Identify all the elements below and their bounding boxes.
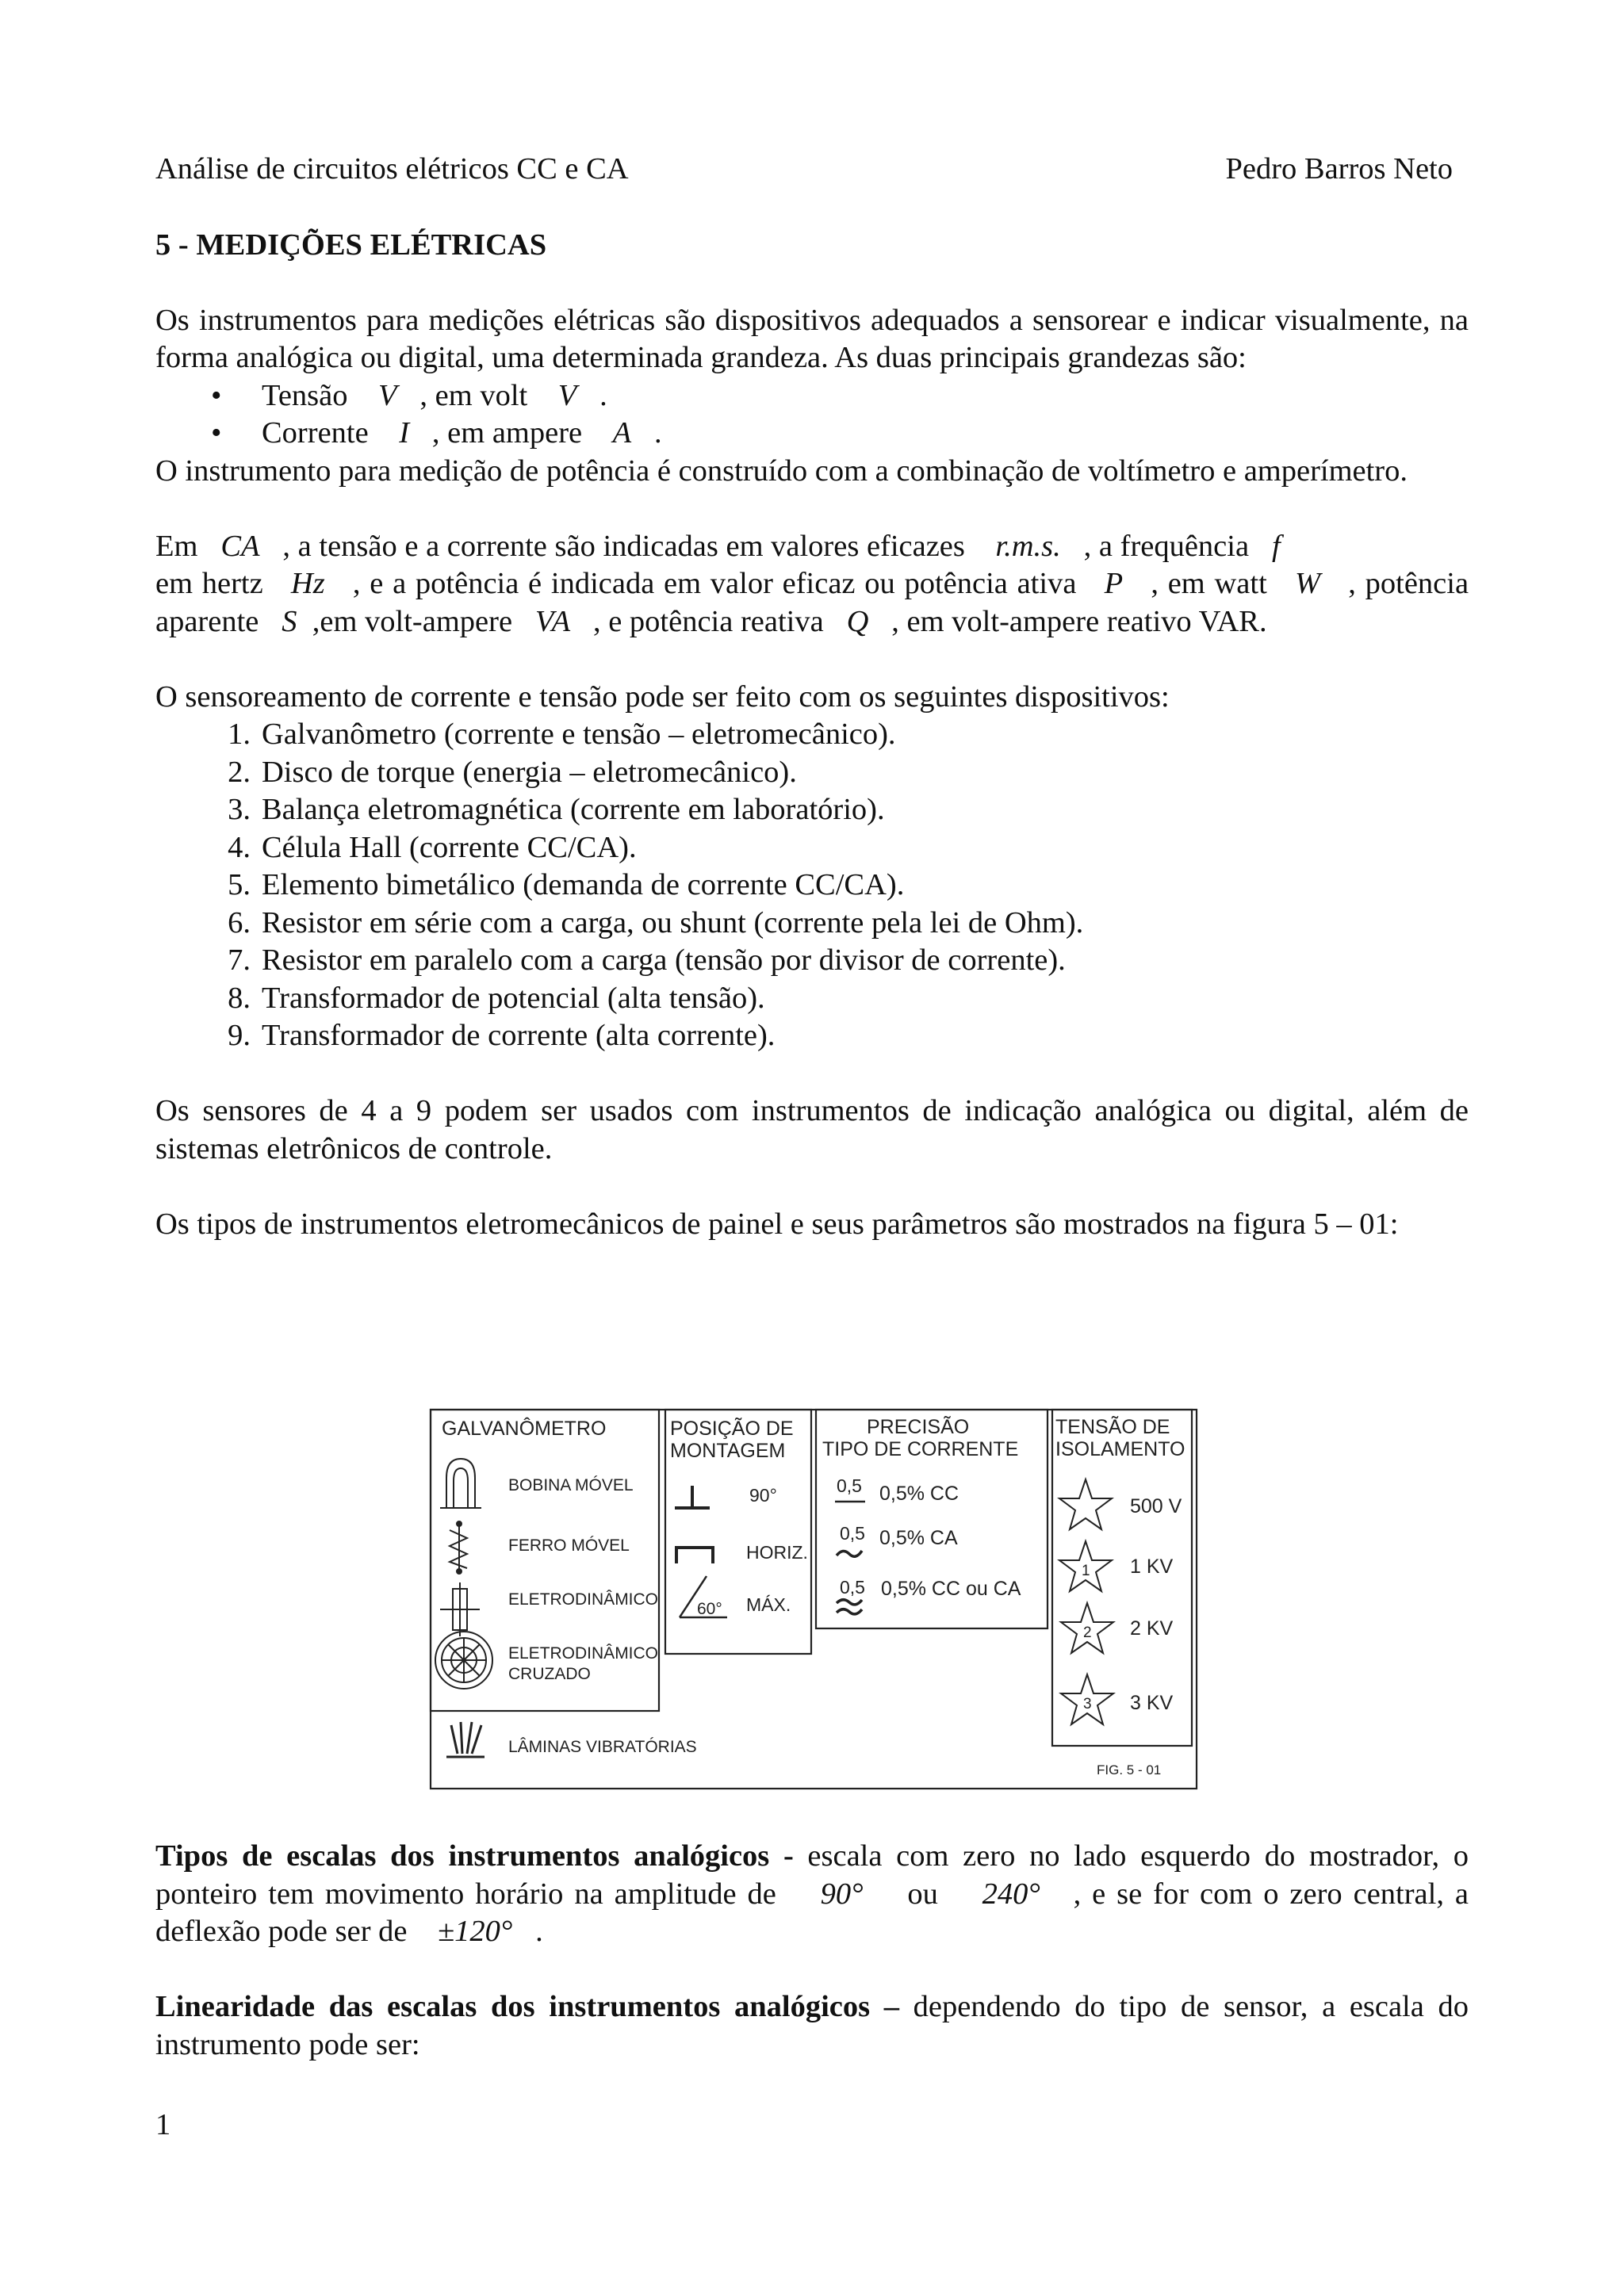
iso-title: TENSÃO DE xyxy=(1055,1416,1170,1438)
sensors-usage-paragraph: Os sensores de 4 a 9 podem ser usados com instrumentos de indicação analógica ou digital, além de sistemas eletrônicos de controle. xyxy=(155,1094,1469,1165)
iso-label: 1 KV xyxy=(1130,1556,1174,1578)
intro-paragraph: Os instrumentos para medições elétricas são dispositivos adequados a sensorear e indicar visualmente, na forma analógica ou digital, uma determinada grandeza. As duas principais grandezas são: xyxy=(155,303,1469,374)
vertical-position-icon xyxy=(675,1486,710,1508)
accuracy-class: 0,5 xyxy=(840,1577,865,1598)
star-number: 3 xyxy=(1083,1696,1092,1712)
figure-svg xyxy=(429,1408,1198,1790)
galv-item-label: ELETRODINÂMICO xyxy=(508,1644,659,1663)
list-item: 4. Célula Hall (corrente CC/CA). xyxy=(228,830,637,864)
prec-title: TIPO DE CORRENTE xyxy=(822,1438,1019,1460)
list-item: 5. Elemento bimetálico (demanda de corrente CC/CA). xyxy=(228,868,905,901)
list-item: • Tensão V , em volt V . xyxy=(155,377,1469,415)
accuracy-class: 0,5 xyxy=(840,1523,865,1544)
list-item: 3. Balança eletromagnética (corrente em laboratório). xyxy=(228,793,885,826)
prec-label: 0,5% CC ou CA xyxy=(881,1578,1021,1600)
galv-item-label: BOBINA MÓVEL xyxy=(508,1476,634,1494)
vibrating-reed-icon xyxy=(446,1722,485,1757)
accuracy-class: 0,5 xyxy=(837,1475,862,1496)
iso-title: ISOLAMENTO xyxy=(1055,1438,1185,1460)
figure-intro: Os tipos de instrumentos eletromecânicos de painel e seus parâmetros são mostrados na figura 5 – 01: xyxy=(155,1207,1399,1241)
header-author: Pedro Barros Neto xyxy=(1225,152,1453,186)
scales-paragraph: Tipos de escalas dos instrumentos analógicos - escala com zero no lado esquerdo do mostrador, o ponteiro tem movimento horário na amplitude de 90° ou 240° , e se for com o zero central, a deflexão pode ser de ±120° . xyxy=(155,1839,1469,1948)
electrodynamic-icon xyxy=(440,1582,480,1636)
galv-item-label: FERRO MÓVEL xyxy=(508,1536,630,1555)
page-content xyxy=(155,151,1469,1243)
list-item: 1. Galvanômetro (corrente e tensão – eletromecânico). xyxy=(228,718,896,751)
running-header xyxy=(155,151,1469,189)
list-item: 7. Resistor em paralelo com a carga (tensão por divisor de corrente). xyxy=(228,943,1066,977)
sensors-intro: O sensoreamento de corrente e tensão pode ser feito com os seguintes dispositivos: xyxy=(155,679,1170,714)
page-content-lower xyxy=(155,1838,1469,2064)
pos-title: POSIÇÃO DE xyxy=(670,1418,794,1440)
horizontal-position-icon xyxy=(676,1548,713,1563)
prec-title: PRECISÃO xyxy=(867,1416,970,1438)
pos-title: MONTAGEM xyxy=(670,1440,786,1462)
iso-label: 500 V xyxy=(1130,1495,1182,1517)
star-number: 2 xyxy=(1083,1624,1092,1641)
moving-iron-icon xyxy=(450,1521,467,1574)
pos-label: 60° xyxy=(697,1600,722,1618)
list-item: 6. Resistor em série com a carga, ou shunt (corrente pela lei de Ohm). xyxy=(228,905,1084,939)
instrument-symbols-figure xyxy=(429,1408,1198,1790)
pos-label: MÁX. xyxy=(746,1594,791,1615)
list-item: • Corrente I , em ampere A . xyxy=(155,415,1469,453)
list-item: 2. Disco de torque (energia – eletromecânico). xyxy=(228,755,797,789)
galv-item-label: ELETRODINÂMICO xyxy=(508,1590,659,1609)
ac-icon xyxy=(837,1551,862,1556)
star-number: 1 xyxy=(1082,1563,1090,1579)
power-instrument-paragraph: O instrumento para medição de potência é construído com a combinação de voltímetro e amperímetro. xyxy=(155,453,1408,488)
sensor-list xyxy=(155,716,1469,1055)
prec-label: 0,5% CC xyxy=(879,1483,959,1505)
quantity-list xyxy=(155,377,1469,453)
header-title: Análise de circuitos elétricos CC e CA xyxy=(155,152,629,186)
ac-dc-icon xyxy=(837,1600,862,1614)
iso-label: 3 KV xyxy=(1130,1692,1174,1714)
figure-caption: FIG. 5 - 01 xyxy=(1097,1762,1162,1777)
galv-title: GALVANÔMETRO xyxy=(442,1418,607,1440)
list-item: 9. Transformador de corrente (alta corrente). xyxy=(228,1019,776,1052)
linearity-paragraph: Linearidade das escalas dos instrumentos analógicos – dependendo do tipo de sensor, a escala do instrumento pode ser: xyxy=(155,1990,1469,2061)
list-item: 8. Transformador de potencial (alta tensão). xyxy=(228,981,765,1015)
star-icon xyxy=(1059,1479,1112,1529)
pos-label: HORIZ. xyxy=(746,1542,808,1563)
prec-label: 0,5% CA xyxy=(879,1527,958,1549)
galv-item-label: LÂMINAS VIBRATÓRIAS xyxy=(508,1738,697,1756)
ca-paragraph: Em CA , a tensão e a corrente são indicadas em valores eficazes r.m.s. , a frequência f em hertz Hz , e a potência é indicada em valor eficaz ou potência ativa P , em watt W , potência aparente S ,em volt-ampere VA , e potência reativa Q , em volt-ampere reativo VAR. xyxy=(155,529,1469,638)
crossed-electrodynamic-icon xyxy=(435,1632,492,1689)
section-title: 5 - MEDIÇÕES ELÉTRICAS xyxy=(155,228,547,262)
moving-coil-icon xyxy=(440,1459,481,1508)
page-number: 1 xyxy=(155,2108,171,2141)
iso-label: 2 KV xyxy=(1130,1617,1174,1640)
galv-item-label: CRUZADO xyxy=(508,1665,591,1683)
pos-label: 90° xyxy=(749,1485,777,1506)
